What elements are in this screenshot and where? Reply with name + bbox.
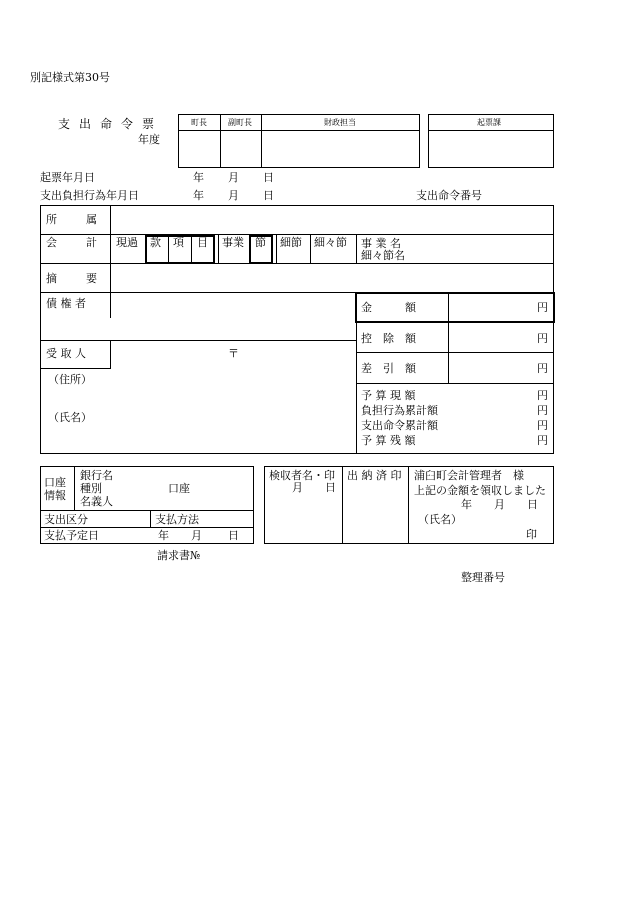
- creditor-label: 債 権 者: [46, 297, 86, 310]
- commit-date-label: 支出負担行為年月日: [40, 189, 139, 202]
- saisetsu-label: 細節: [280, 236, 302, 249]
- saisaisetsu-name-label: 細々節名: [361, 249, 405, 262]
- summary-label: 摘 要: [46, 272, 106, 285]
- form-number: 別記様式第30号: [30, 71, 110, 84]
- budget-current-yen: 円: [537, 389, 548, 402]
- address-label: （住所）: [48, 373, 92, 386]
- payment-year: 年: [158, 529, 169, 542]
- commit-year: 年: [193, 189, 204, 202]
- account-type-label: 種別: [80, 482, 102, 495]
- net-label: 差 引 額: [361, 362, 416, 375]
- commit-day: 日: [263, 189, 274, 202]
- budget-remaining-label: 予 算 残 額: [361, 434, 416, 447]
- department-label: 所 属: [46, 213, 106, 226]
- approval-originating-dept: 起票課: [477, 118, 501, 127]
- order-total-yen: 円: [537, 419, 548, 432]
- order-number-label: 支出命令番号: [416, 189, 482, 202]
- payment-method-label: 支払方法: [155, 513, 199, 526]
- invoice-number-label: 請求書№: [157, 549, 201, 562]
- holder-label: 名義人: [80, 495, 113, 508]
- payment-month: 月: [191, 529, 202, 542]
- inspector-label: 検収者名・印: [269, 469, 335, 482]
- postal-mark: 〒: [228, 347, 239, 360]
- payment-day: 日: [228, 529, 239, 542]
- receipt-day: 日: [527, 498, 538, 511]
- account-info-2: 情報: [44, 489, 66, 502]
- order-total-label: 支出命令累計額: [361, 419, 438, 432]
- reference-number-label: 整理番号: [461, 571, 505, 584]
- issue-day: 日: [263, 171, 274, 184]
- commit-total-label: 負担行為累計額: [361, 404, 438, 417]
- fiscal-year-label: 年度: [138, 133, 160, 146]
- inspector-date: 月 日: [292, 481, 336, 494]
- paid-stamp-label: 出 納 済 印: [347, 469, 402, 482]
- commit-month: 月: [228, 189, 239, 202]
- commit-total-yen: 円: [537, 404, 548, 417]
- treasurer-label: 浦臼町会計管理者 様: [414, 469, 524, 482]
- setsu-label: 節: [255, 236, 266, 249]
- deduction-yen: 円: [537, 332, 548, 345]
- project-label: 事業: [222, 236, 244, 249]
- receipt-month: 月: [494, 498, 505, 511]
- approval-town-head: 町長: [191, 118, 207, 127]
- seal-label: 印: [526, 528, 537, 541]
- issue-date-label: 起票年月日: [40, 171, 95, 184]
- budget-remaining-yen: 円: [537, 434, 548, 447]
- approval-grid: [178, 114, 420, 168]
- receipt-year: 年: [461, 498, 472, 511]
- account-label: 会 計: [46, 236, 106, 249]
- deduction-label: 控 除 額: [361, 332, 416, 345]
- approval-deputy-head: 副町長: [228, 118, 252, 127]
- receiver-label: 受 取 人: [46, 347, 86, 360]
- received-text: 上記の金額を領収しました: [414, 484, 546, 497]
- issue-year: 年: [193, 171, 204, 184]
- form-title: 支出命令票: [58, 117, 164, 131]
- current-past: 現過: [116, 236, 138, 249]
- payment-date-label: 支払予定日: [44, 529, 99, 542]
- issue-month: 月: [228, 171, 239, 184]
- account-info-1: 口座: [44, 476, 66, 489]
- payment-type-label: 支出区分: [44, 513, 88, 526]
- net-yen: 円: [537, 362, 548, 375]
- kou-label: 項: [173, 236, 184, 249]
- amount-yen: 円: [537, 301, 548, 314]
- bank-name-label: 銀行名: [80, 469, 113, 482]
- budget-current-label: 予 算 現 額: [361, 389, 416, 402]
- receipt-name-label: （氏名）: [418, 513, 462, 526]
- account-label-2: 口座: [168, 482, 190, 495]
- moku-label: 目: [197, 236, 208, 249]
- project-name-label: 事 業 名: [361, 237, 401, 250]
- receiver-name-label: （氏名）: [48, 411, 92, 424]
- saisaisetsu-label: 細々節: [314, 236, 347, 249]
- approval-finance: 財政担当: [324, 118, 356, 127]
- kan-label: 款: [150, 236, 161, 249]
- amount-label: 金 額: [361, 301, 416, 314]
